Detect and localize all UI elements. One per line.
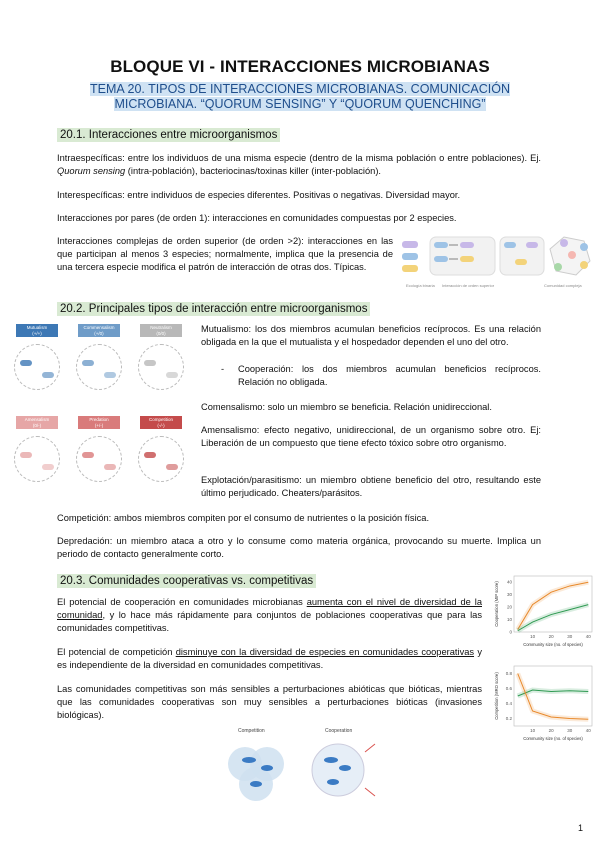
interaction-label: Amensalism (24, 417, 50, 422)
page-subtitle (76, 82, 524, 112)
x-tick-label: 20 (548, 634, 554, 639)
interaction-panel (132, 414, 190, 502)
page-title: BLOQUE VI - INTERACCIONES MICROBIANAS (110, 57, 490, 76)
x-tick-label: 40 (585, 728, 591, 733)
paragraph-mutualism: Mutualismo: los dos miembros acumulan beneficios recíprocos. Es una relación obligada en la que el mutualista y el hospedador dependen el uno del otro. (201, 324, 541, 348)
microbe-b (42, 464, 54, 470)
x-tick-label: 10 (530, 634, 536, 639)
p31b: , y lo hace más rápidamente para conjuntos de poblaciones cooperativas que para las comunidades competitivas. (57, 610, 482, 634)
paragraph-interspecific: Interespecíficas: entre individuos de especies diferentes. Positivas o negativas. Diversidad mayor. (57, 190, 461, 200)
x-axis-label: Community size (no. of species) (523, 736, 583, 741)
interaction-ring (76, 344, 122, 390)
interaction-label: Competition (148, 417, 173, 422)
interaction-sign: (0/0) (156, 331, 166, 336)
bullet-dash: - (221, 364, 225, 374)
microbe-a (82, 452, 94, 458)
p31a: El potencial de cooperación en comunidades microbianas (57, 597, 307, 607)
paragraph-perturbations: Las comunidades competitivas son más sensibles a perturbaciones abióticas que bióticas, mientras que las comunidades cooperativas son muy sensibles a perturbaciones bióticas (invasiones biológicas). (57, 684, 482, 721)
interaction-label: Predation (89, 417, 109, 422)
interaction-panel-header (140, 416, 182, 429)
paragraph-exploitation: Explotación/parasitismo: un miembro obtiene beneficio del otro, resultando este último perjudicado. Cheaters/parásitos. (201, 475, 541, 499)
microbe-b (104, 464, 116, 470)
microbe-a (20, 360, 32, 366)
paragraph-predation: Depredación: un miembro ataca a otro y lo consume como materia orgánica, provocando su muerte. Implica un periodo de contacto generalmente corto. (57, 536, 541, 560)
interaction-ring (14, 344, 60, 390)
microbe-b (42, 372, 54, 378)
interaction-label: Commensalism (83, 325, 115, 330)
interaction-panel-header (78, 416, 120, 429)
fig-cap-2: Interacción de orden superior (442, 283, 495, 288)
subtitle-text: TEMA 20. TIPOS DE INTERACCIONES MICROBIANAS. COMUNICACIÓN MICROBIANA. “QUORUM SENSING” Y “QUORUM QUENCHING” (90, 82, 510, 111)
cooperation-circle (312, 744, 364, 796)
x-axis-label: Community size (no. of species) (523, 642, 583, 647)
interaction-panel-header (16, 416, 58, 429)
y-axis-label: Competition (MRO score) (494, 672, 499, 720)
paragraph-competition-diversity (57, 646, 482, 672)
x-tick-label: 30 (567, 728, 573, 733)
interaction-ring (138, 344, 184, 390)
cell-blue (402, 253, 418, 260)
microbe-b (166, 372, 178, 378)
interaction-ring (76, 436, 122, 482)
interaction-panel-header (16, 324, 58, 337)
interaction-panel-header (140, 324, 182, 337)
interaction-panel (8, 322, 66, 410)
y-tick-label: 40 (506, 579, 512, 585)
p1b: (intra-población), bacteriocinas/toxinas killer (inter-población). (125, 166, 381, 177)
interaction-sign: (+/-) (94, 423, 104, 428)
paragraph-amensalism: Amensalismo: efecto negativo, unidireccional, de un organismo sobre otro. Ej: Liberación de un compuesto que tiene efecto tóxico sobre otro organismo. (201, 425, 541, 449)
interaction-label: Neutralism (150, 325, 172, 330)
microbe-a (144, 360, 156, 366)
y-tick-label: 0.4 (505, 701, 512, 706)
interaction-sign: (+/+) (32, 331, 42, 336)
interaction-order-figure (398, 231, 598, 301)
cooperation-text: Cooperación: los dos miembros acumulan beneficios recíprocos. Relación no obligada. (238, 364, 541, 388)
interaction-sign: (-/-) (157, 423, 165, 428)
section-heading-1-text: 20.1. Interacciones entre microorganismos (57, 128, 280, 142)
interaction-label: Mutualism (26, 325, 48, 330)
y-tick-label: 0.8 (505, 671, 512, 676)
section-heading-3-text: 20.3. Comunidades cooperativas vs. competitivas (57, 574, 316, 588)
section-heading-2 (57, 299, 370, 317)
paragraph-pairwise: Interacciones por pares (de orden 1): interacciones en comunidades compuestas por 2 especies. (57, 213, 457, 223)
paragraph-intraspecific (57, 152, 541, 178)
section-heading-2-text: 20.2. Principales tipos de interacción entre microorganismos (57, 302, 370, 316)
fig-label-cooperation: Cooperation (325, 728, 353, 734)
interaction-panel-header (78, 324, 120, 337)
cell-yellow (402, 265, 418, 272)
fig-cap-3: Comunidad compleja (544, 283, 582, 288)
cell-purple (402, 241, 418, 248)
y-tick-label: 30 (506, 592, 512, 598)
y-tick-label: 0 (509, 629, 512, 635)
paragraph-commensalism: Comensalismo: solo un miembro se beneficia. Relación unidireccional. (201, 402, 492, 412)
interaction-panel (70, 322, 128, 410)
y-tick-label: 0.2 (505, 716, 512, 721)
interaction-ring (138, 436, 184, 482)
interaction-panel (132, 322, 190, 410)
y-tick-label: 20 (506, 604, 512, 610)
p32b: y es independiente de la diversidad en comunidades competitivas. (57, 647, 482, 671)
y-axis-label: Cooperation (MIP score) (494, 581, 499, 627)
p1a: Intraespecíficas: entre los individuos de una misma especie (dentro de la misma población o entre poblaciones). Ej. (57, 153, 541, 163)
p32u: disminuye con la diversidad de especies en comunidades cooperativas (175, 647, 475, 657)
interaction-sign: (+/0) (94, 331, 104, 336)
section-heading-3 (57, 571, 316, 589)
p1-italic: Quorum sensing (57, 166, 126, 177)
microbe-a (82, 360, 94, 366)
interaction-panel (8, 414, 66, 502)
paragraph-competition: Competición: ambos miembros compiten por el consumo de nutrientes o la posición física. (57, 513, 430, 523)
p31u: aumenta con el nivel de diversidad de la comunidad (57, 597, 482, 621)
microbe-a (144, 452, 156, 458)
fig-cap-1: Ecología binaria (406, 283, 435, 288)
fig-label-competition: Competition (238, 728, 265, 734)
interaction-sign: (0/-) (32, 423, 42, 428)
p32a: El potencial de competición (57, 647, 176, 657)
paragraph-cooperation-diversity (57, 596, 482, 636)
y-tick-label: 0.6 (505, 686, 512, 691)
x-tick-label: 10 (530, 728, 536, 733)
x-tick-label: 20 (548, 728, 554, 733)
microbe-b (166, 464, 178, 470)
interaction-panel (70, 414, 128, 502)
interaction-ring (14, 436, 60, 482)
paragraph-higher-order: Interacciones complejas de orden superior (de orden >2): interacciones en las que participan al menos 3 especies; normalmente, implica que la presencia de una tercera especie modifica el patrón de interacción de otras dos. Típicas. (57, 236, 393, 273)
interaction-types-figure (8, 322, 194, 504)
page-number: 1 (578, 823, 584, 833)
cooperation-chart (492, 570, 598, 654)
microbe-a (20, 452, 32, 458)
paragraph-cooperation (221, 363, 541, 389)
microbe-b (104, 372, 116, 378)
y-tick-label: 10 (506, 617, 512, 623)
competition-chart (492, 660, 598, 748)
community-figure (225, 724, 385, 824)
x-tick-label: 30 (567, 634, 573, 639)
section-heading-1 (57, 125, 280, 143)
x-tick-label: 40 (585, 634, 591, 639)
